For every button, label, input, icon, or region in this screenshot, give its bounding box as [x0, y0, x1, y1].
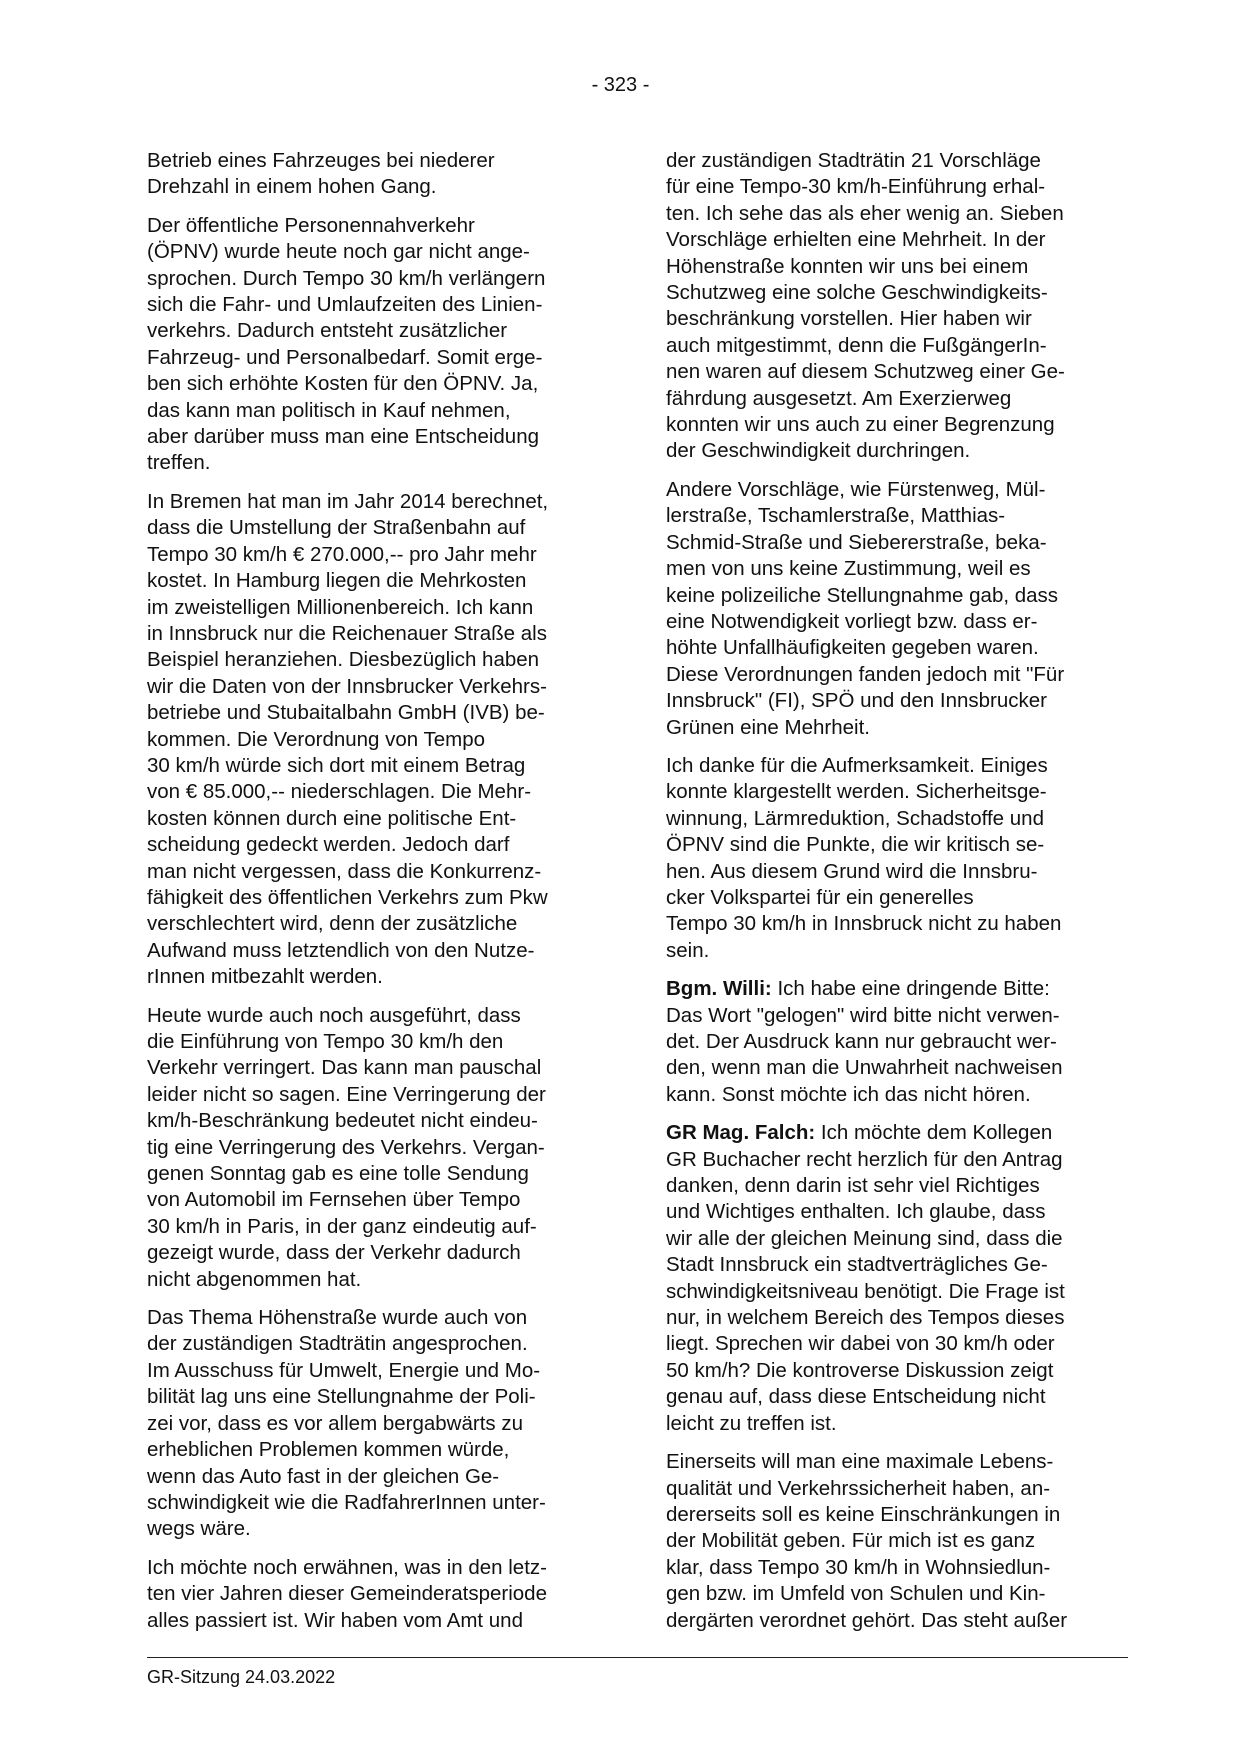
text-line [147, 1358, 607, 1384]
line-text: leicht zu treffen ist. [666, 1411, 837, 1435]
text-line [666, 715, 1128, 741]
text-line [666, 832, 1128, 858]
text-line [147, 1581, 607, 1607]
line-text: Innsbruck" (FI), SPÖ und den Innsbrucker [666, 689, 1048, 713]
line-text: alles passiert ist. Wir haben vom Amt und [147, 1608, 523, 1632]
text-line [666, 412, 1128, 438]
line-text: (ÖPNV) wurde heute noch gar nicht ange- [147, 240, 530, 264]
line-text: die Einführung von Tempo 30 km/h den [147, 1030, 504, 1053]
text-line [666, 1120, 1128, 1146]
line-text: lerstraße, Tschamlerstraße, Matthias- [666, 504, 1006, 528]
text-line [147, 1437, 607, 1463]
text-line [666, 806, 1128, 832]
line-text: Das Wort "gelogen" wird bitte nicht verwen- [666, 1003, 1060, 1027]
line-text: nur, in welchem Bereich des Tempos dieses [666, 1306, 1065, 1330]
text-line [666, 1449, 1128, 1475]
text-line [147, 266, 607, 292]
line-text: der zuständigen Stadträtin angesprochen. [147, 1332, 528, 1356]
line-text: der Geschwindigkeit durchringen. [666, 439, 971, 463]
text-line [666, 609, 1128, 635]
line-text: dererseits soll es keine Einschränkungen in [666, 1502, 1061, 1526]
text-line [666, 753, 1128, 779]
line-text: Betrieb eines Fahrzeuges bei niederer [147, 149, 495, 172]
line-text: das kann man politisch in Kauf nehmen, [147, 398, 511, 422]
line-text: Einerseits will man eine maximale Lebens- [666, 1450, 1054, 1474]
text-line [147, 568, 607, 594]
text-line [666, 227, 1128, 253]
paragraph [147, 1003, 607, 1293]
text-line [147, 1055, 607, 1081]
text-line [147, 1608, 607, 1634]
line-text: zei vor, dass es vor allem bergabwärts zu [147, 1411, 523, 1435]
line-text: nicht abgenommen hat. [147, 1267, 362, 1291]
line-text: im zweistelligen Millionenbereich. Ich kann [147, 595, 534, 619]
line-text: verkehrs. Dadurch entsteht zusätzlicher [147, 319, 508, 343]
line-text: 50 km/h? Die kontroverse Diskussion zeigt [666, 1358, 1054, 1382]
text-line [147, 542, 607, 568]
text-line [147, 832, 607, 858]
right-text-column [666, 148, 1128, 1646]
text-line [666, 556, 1128, 582]
text-line [147, 174, 607, 200]
text-line [147, 1411, 607, 1437]
text-line [666, 583, 1128, 609]
line-text: ben sich erhöhte Kosten für den ÖPNV. Ja, [147, 372, 539, 396]
text-line [147, 700, 607, 726]
text-line [147, 239, 607, 265]
text-line [666, 201, 1128, 227]
speaker-name: Bgm. Willi: [666, 977, 772, 1001]
line-text: km/h-Beschränkung bedeutet nicht eindeu- [147, 1109, 538, 1133]
line-text: men von uns keine Zustimmung, weil es [666, 557, 1031, 581]
line-text: Aufwand muss letztendlich von den Nutze- [147, 938, 535, 962]
line-text: den, wenn man die Unwahrheit nachweisen [666, 1056, 1063, 1080]
line-text: Heute wurde auch noch ausgeführt, dass [147, 1003, 521, 1027]
line-text: Verkehr verringert. Das kann man pauschal [147, 1056, 542, 1080]
text-line [666, 438, 1128, 464]
line-text: Diese Verordnungen fanden jedoch mit "Für [666, 662, 1065, 686]
text-line [147, 345, 607, 371]
text-line [666, 1476, 1128, 1502]
line-text: genau auf, dass diese Entscheidung nicht [666, 1385, 1046, 1409]
text-line [666, 976, 1128, 1002]
text-line [147, 1187, 607, 1213]
line-text: schwindigkeit wie die RadfahrerInnen unter- [147, 1490, 546, 1514]
line-text: höhte Unfallhäufigkeiten gegeben waren. [666, 636, 1039, 660]
text-line [147, 1240, 607, 1266]
line-text: von Automobil im Fernsehen über Tempo [147, 1188, 521, 1212]
text-line [666, 662, 1128, 688]
footer-session-date: GR-Sitzung 24.03.2022 [147, 1667, 336, 1687]
line-text: sprochen. Durch Tempo 30 km/h verlängern [147, 266, 546, 290]
text-line [666, 1055, 1128, 1081]
text-line [147, 489, 607, 515]
line-text: der Mobilität geben. Für mich ist es ganz [666, 1529, 1036, 1553]
line-text: Ich habe eine dringende Bitte: [777, 977, 1050, 1001]
line-text: qualität und Verkehrssicherheit haben, an- [666, 1476, 1051, 1500]
line-text: Im Ausschuss für Umwelt, Energie und Mo- [147, 1358, 541, 1382]
paragraph [666, 477, 1128, 741]
text-line [666, 530, 1128, 556]
line-text: Stadt Innsbruck ein stadtverträgliches Ge- [666, 1253, 1048, 1277]
text-line [666, 1411, 1128, 1437]
text-line [666, 1252, 1128, 1278]
text-line [147, 213, 607, 239]
line-text: det. Der Ausdruck kann nur gebraucht wer- [666, 1030, 1057, 1053]
paragraph [147, 489, 607, 991]
text-line [147, 1029, 607, 1055]
text-line [147, 1490, 607, 1516]
paragraph [147, 213, 607, 477]
line-text: verschlechtert wird, denn der zusätzliche [147, 912, 518, 936]
text-line [666, 1279, 1128, 1305]
line-text: cker Volkspartei für ein generelles [666, 885, 974, 909]
line-text: Schmid-Straße und Siebererstraße, beka- [666, 530, 1047, 554]
line-text: in Innsbruck nur die Reichenauer Straße als [147, 621, 547, 645]
text-line [147, 398, 607, 424]
line-text: In Bremen hat man im Jahr 2014 berechnet, [147, 489, 549, 513]
text-line [666, 1029, 1128, 1055]
line-text: beschränkung vorstellen. Hier haben wir [666, 307, 1032, 331]
line-text: Ich möchte dem Kollegen [820, 1121, 1053, 1145]
text-line [147, 1161, 607, 1187]
text-line [147, 292, 607, 318]
paragraph [666, 1449, 1128, 1634]
line-text: ÖPNV sind die Punkte, die wir kritisch se- [666, 833, 1045, 857]
line-text: konnten wir uns auch zu einer Begrenzung [666, 413, 1055, 437]
line-text: Ich möchte noch erwähnen, was in den letz- [147, 1555, 547, 1579]
text-line [666, 911, 1128, 937]
line-text: sich die Fahr- und Umlaufzeiten des Linien- [147, 293, 543, 317]
text-line [666, 1555, 1128, 1581]
text-line [666, 359, 1128, 385]
paragraph [147, 1305, 607, 1543]
line-text: sein. [666, 938, 710, 962]
line-text: kommen. Die Verordnung von Tempo [147, 727, 486, 751]
line-text: eine Notwendigkeit vorliegt bzw. dass er- [666, 609, 1038, 633]
text-line [666, 779, 1128, 805]
speaker-name: GR Mag. Falch: [666, 1121, 816, 1145]
text-line [666, 885, 1128, 911]
line-text: kann. Sonst möchte ich das nicht hören. [666, 1082, 1031, 1106]
line-text: klar, dass Tempo 30 km/h in Wohnsiedlun- [666, 1555, 1051, 1579]
text-line [666, 635, 1128, 661]
page-number: - 323 - [591, 74, 650, 96]
text-line [147, 371, 607, 397]
line-text: auch mitgestimmt, denn die FußgängerIn- [666, 333, 1047, 357]
line-text: der zuständigen Stadträtin 21 Vorschläge [666, 149, 1041, 172]
text-line [147, 1384, 607, 1410]
text-line [147, 148, 607, 174]
text-line [666, 1608, 1128, 1634]
text-line [147, 938, 607, 964]
line-text: dass die Umstellung der Straßenbahn auf [147, 516, 526, 540]
paragraph [666, 148, 1128, 465]
line-text: Schutzweg eine solche Geschwindigkeits- [666, 281, 1048, 305]
line-text: wir alle der gleichen Meinung sind, dass die [666, 1226, 1063, 1250]
line-text: 30 km/h würde sich dort mit einem Betrag [147, 753, 526, 777]
text-line [147, 318, 607, 344]
text-line [147, 727, 607, 753]
line-text: GR Buchacher recht herzlich für den Antrag [666, 1147, 1063, 1171]
line-text: hen. Aus diesem Grund wird die Innsbru- [666, 859, 1038, 883]
line-text: wegs wäre. [147, 1517, 251, 1541]
paragraph [666, 976, 1128, 1108]
line-text: tig eine Verringerung des Verkehrs. Vergan- [147, 1135, 545, 1159]
text-line [666, 1528, 1128, 1554]
text-line [666, 1581, 1128, 1607]
text-line [147, 674, 607, 700]
text-line [147, 595, 607, 621]
text-line [147, 1108, 607, 1134]
text-line [147, 1267, 607, 1293]
line-text: wenn das Auto fast in der gleichen Ge- [147, 1464, 500, 1488]
text-line [666, 333, 1128, 359]
line-text: danken, denn darin ist sehr viel Richtiges [666, 1174, 1040, 1198]
text-line [147, 1135, 607, 1161]
text-line [147, 515, 607, 541]
line-text: fähigkeit des öffentlichen Verkehrs zum Pkw [147, 885, 548, 909]
line-text: schwindigkeitsniveau benötigt. Die Frage ist [666, 1279, 1065, 1303]
line-text: Tempo 30 km/h in Innsbruck nicht zu haben [666, 912, 1062, 936]
line-text: scheidung gedeckt werden. Jedoch darf [147, 833, 510, 857]
text-line [666, 148, 1128, 174]
text-line [666, 688, 1128, 714]
text-line [147, 1516, 607, 1542]
line-text: leider nicht so sagen. Eine Verringerung der [147, 1082, 546, 1106]
text-line [147, 424, 607, 450]
text-line [666, 938, 1128, 964]
line-text: rInnen mitbezahlt werden. [147, 965, 383, 989]
text-line [147, 450, 607, 476]
text-line [666, 174, 1128, 200]
text-line [666, 306, 1128, 332]
line-text: Ich danke für die Aufmerksamkeit. Einiges [666, 753, 1048, 777]
text-line [666, 477, 1128, 503]
line-text: aber darüber muss man eine Entscheidung [147, 425, 540, 449]
line-text: für eine Tempo-30 km/h-Einführung erhal- [666, 175, 1046, 199]
paragraph [666, 753, 1128, 964]
text-line [147, 859, 607, 885]
text-line [666, 1331, 1128, 1357]
text-line [147, 1331, 607, 1357]
line-text: Der öffentliche Personennahverkehr [147, 213, 475, 237]
footer-divider [147, 1657, 1128, 1658]
text-line [147, 1214, 607, 1240]
text-line [666, 1082, 1128, 1108]
text-line [147, 1003, 607, 1029]
text-line [666, 1384, 1128, 1410]
text-line [147, 1464, 607, 1490]
text-line [147, 647, 607, 673]
line-text: gen bzw. im Umfeld von Schulen und Kin- [666, 1582, 1046, 1606]
line-text: 30 km/h in Paris, in der ganz eindeutig auf- [147, 1214, 537, 1238]
line-text: Höhenstraße konnten wir uns bei einem [666, 254, 1029, 278]
text-line [147, 806, 607, 832]
paragraph [147, 148, 607, 201]
line-text: kosten können durch eine politische Ent- [147, 806, 517, 830]
line-text: betriebe und Stubaitalbahn GmbH (IVB) be- [147, 701, 545, 725]
text-line [147, 753, 607, 779]
text-line [147, 1082, 607, 1108]
text-line [666, 1173, 1128, 1199]
text-line [147, 779, 607, 805]
line-text: winnung, Lärmreduktion, Schadstoffe und [666, 806, 1044, 830]
text-line [666, 1147, 1128, 1173]
line-text: dergärten verordnet gehört. Das steht außer [666, 1608, 1068, 1632]
line-text: Grünen eine Mehrheit. [666, 715, 870, 739]
line-text: Drehzahl in einem hohen Gang. [147, 175, 437, 199]
line-text: gezeigt wurde, dass der Verkehr dadurch [147, 1241, 521, 1265]
paragraph [147, 1555, 607, 1634]
text-line [147, 885, 607, 911]
line-text: Vorschläge erhielten eine Mehrheit. In der [666, 228, 1046, 252]
line-text: Beispiel heranziehen. Diesbezüglich haben [147, 648, 540, 672]
line-text: fährdung ausgesetzt. Am Exerzierweg [666, 386, 1012, 410]
text-line [666, 386, 1128, 412]
text-line [666, 1305, 1128, 1331]
line-text: Tempo 30 km/h € 270.000,-- pro Jahr mehr [147, 542, 537, 566]
line-text: von € 85.000,-- niederschlagen. Die Mehr- [147, 780, 532, 804]
left-text-column [147, 148, 607, 1646]
text-line [666, 1199, 1128, 1225]
text-line [147, 1305, 607, 1331]
line-text: bilität lag uns eine Stellungnahme der Poli- [147, 1385, 536, 1409]
line-text: kostet. In Hamburg liegen die Mehrkosten [147, 569, 527, 593]
line-text: man nicht vergessen, dass die Konkurrenz- [147, 859, 542, 883]
text-line [666, 1226, 1128, 1252]
text-line [666, 1003, 1128, 1029]
line-text: keine polizeiliche Stellungnahme gab, dass [666, 583, 1059, 607]
line-text: und Wichtiges enthalten. Ich glaube, dass [666, 1200, 1046, 1224]
text-line [666, 859, 1128, 885]
line-text: nen waren auf diesem Schutzweg einer Ge- [666, 360, 1065, 384]
line-text: ten vier Jahren dieser Gemeinderatsperiode [147, 1582, 547, 1606]
line-text: Das Thema Höhenstraße wurde auch von [147, 1306, 528, 1330]
text-line [147, 1555, 607, 1581]
line-text: Fahrzeug- und Personalbedarf. Somit erge- [147, 345, 543, 369]
text-line [666, 1358, 1128, 1384]
text-line [147, 964, 607, 990]
text-line [666, 254, 1128, 280]
line-text: ten. Ich sehe das als eher wenig an. Sieben [666, 201, 1064, 225]
line-text: liegt. Sprechen wir dabei von 30 km/h oder [666, 1332, 1055, 1356]
line-text: treffen. [147, 451, 211, 475]
text-line [666, 1502, 1128, 1528]
text-line [147, 911, 607, 937]
line-text: erheblichen Problemen kommen würde, [147, 1438, 510, 1462]
line-text: genen Sonntag gab es eine tolle Sendung [147, 1162, 529, 1186]
line-text: konnte klargestellt werden. Sicherheitsge- [666, 780, 1047, 804]
paragraph [666, 1120, 1128, 1437]
text-line [147, 621, 607, 647]
text-line [666, 503, 1128, 529]
line-text: Andere Vorschläge, wie Fürstenweg, Mül- [666, 477, 1046, 501]
line-text: wir die Daten von der Innsbrucker Verkehrs- [147, 674, 547, 698]
text-line [666, 280, 1128, 306]
